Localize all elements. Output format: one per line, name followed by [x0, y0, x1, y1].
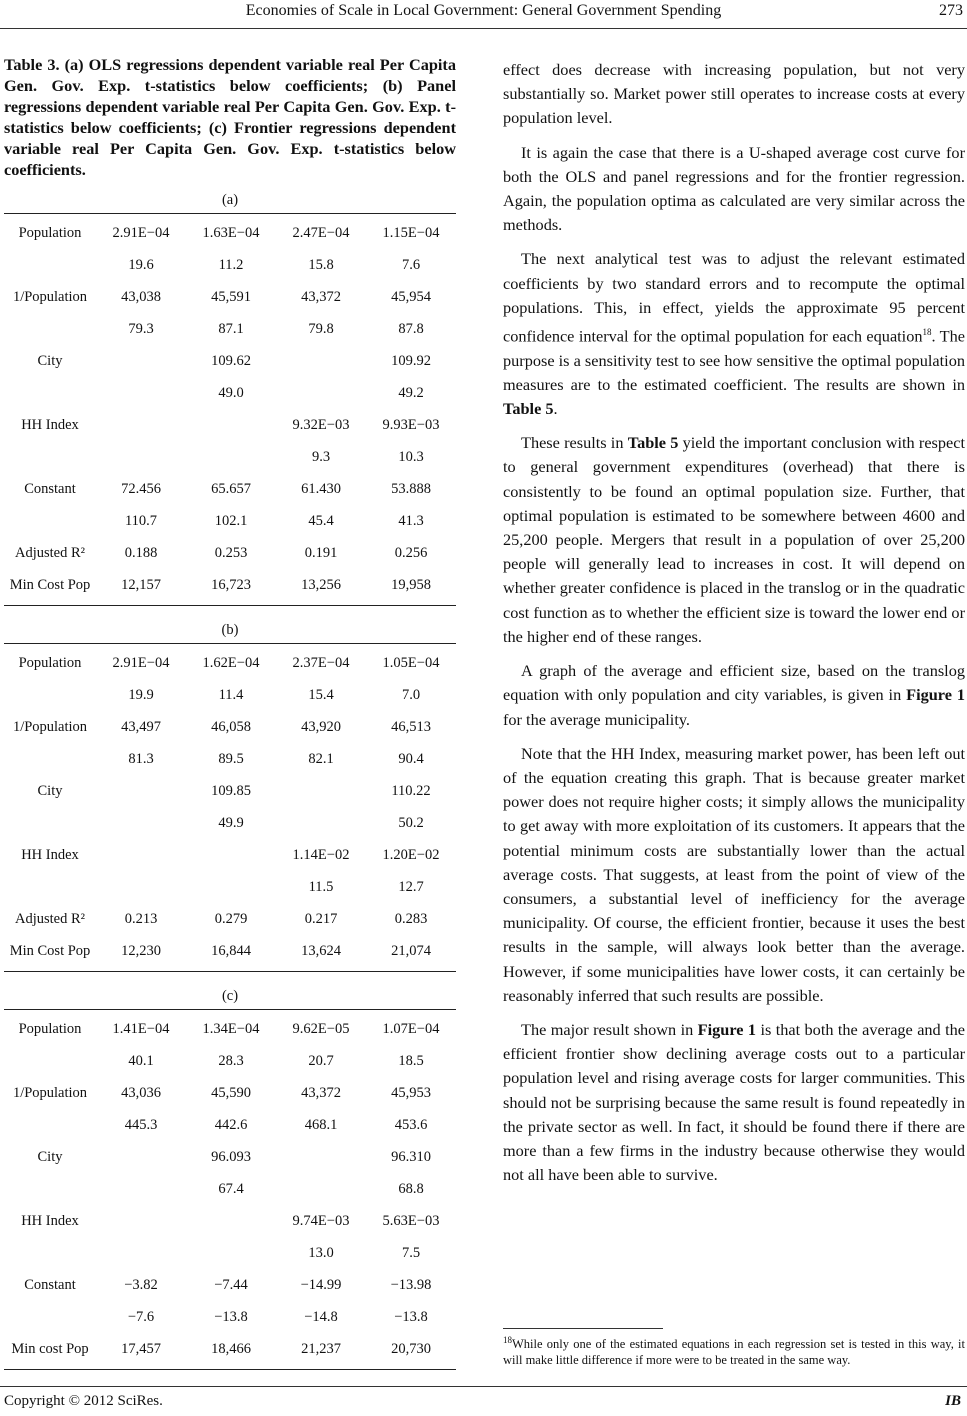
table-cell: 12,230 [121, 942, 161, 959]
table-cell: 19.9 [128, 686, 154, 703]
table-row [4, 249, 456, 281]
table-cell [276, 345, 366, 377]
table-cell: 61.430 [301, 480, 341, 497]
table-cell [276, 775, 366, 807]
row-label: Adjusted R² [14, 544, 85, 561]
text-column [503, 58, 965, 1197]
table-cell [276, 1141, 366, 1173]
table-cell: 20,730 [391, 1340, 431, 1357]
table-column [4, 54, 456, 1370]
table-cell: 11.2 [218, 256, 244, 273]
table-cell: 2.91E−04 [112, 224, 170, 241]
row-label [4, 1173, 96, 1205]
table-cell: −14.99 [300, 1276, 342, 1293]
paragraph-3 [503, 247, 965, 421]
table-row [4, 743, 456, 775]
table-cell: 110.7 [124, 512, 158, 529]
row-label [4, 249, 96, 281]
table-cell: 81.3 [128, 750, 154, 767]
row-label: HH Index [21, 846, 79, 863]
table-cell: 49.2 [398, 384, 424, 401]
table-cell: 110.22 [391, 782, 431, 799]
footnote-text: While only one of the estimated equations in each regression set is tested in this way, it will make little difference if more were to be treated in the same way. [503, 1337, 965, 1368]
p5-text-b: for the average municipality. [503, 709, 691, 729]
table-cell: 43,497 [121, 718, 161, 735]
row-label: Min Cost Pop [9, 942, 91, 959]
table-cell: 18.5 [398, 1052, 424, 1069]
table-cell: 43,036 [121, 1084, 161, 1101]
table-cell: −13.8 [214, 1308, 248, 1325]
table-cell: 41.3 [398, 512, 424, 529]
table-row [4, 377, 456, 409]
row-label: HH Index [21, 1212, 79, 1229]
table-cell: 5.63E−03 [382, 1212, 440, 1229]
table-cell: 49.0 [218, 384, 244, 401]
footnote-ref: 18 [922, 327, 932, 338]
row-label: 1/Population [12, 718, 88, 735]
table-cell: 2.47E−04 [292, 224, 350, 241]
table-row [4, 775, 456, 807]
table-cell: 45.4 [308, 512, 334, 529]
table-cell: 0.191 [304, 544, 338, 561]
table-cell: 1.05E−04 [382, 654, 440, 671]
table-cell [96, 441, 186, 473]
table-cell: 79.3 [128, 320, 154, 337]
table-cell: 10.3 [398, 448, 424, 465]
table-cell: 87.8 [398, 320, 424, 337]
table-cell [186, 1205, 276, 1237]
table-top-rule [4, 643, 456, 644]
table-row [4, 711, 456, 743]
table-cell: 1.41E−04 [112, 1020, 170, 1037]
table-cell: 11.4 [218, 686, 244, 703]
table-row [4, 647, 456, 679]
table-cell: 19,958 [391, 576, 431, 593]
table-cell: 13,624 [301, 942, 341, 959]
table-cell: 102.1 [214, 512, 248, 529]
table-row [4, 903, 456, 935]
table-row [4, 1301, 456, 1333]
row-label: Constant [24, 480, 76, 497]
row-label: 1/Population [12, 1084, 88, 1101]
table-cell: 9.74E−03 [292, 1212, 350, 1229]
table-cell: 46,058 [211, 718, 251, 735]
table-cell: 11.5 [308, 878, 334, 895]
row-label: City [37, 352, 63, 369]
table-cell: 96.310 [391, 1148, 431, 1165]
row-label [4, 1301, 96, 1333]
table-caption: Table 3. (a) OLS regressions dependent variable real Per Capita Gen. Gov. Exp. t-statistics below coefficients; (b) Panel regressions dependent variable real Per Capita Gen. Gov. Exp. t-statistics below coefficients; (c) Frontier regressions dependent variable real Per Capita Gen. Gov. Exp. t-statistics below coefficients. [4, 55, 456, 179]
footnote-rule [503, 1328, 663, 1329]
table-row [4, 1237, 456, 1269]
table-cell: 13.0 [308, 1244, 334, 1261]
table-cell: −13.98 [390, 1276, 432, 1293]
row-label [4, 1109, 96, 1141]
table-row [4, 807, 456, 839]
paragraph-2: It is again the case that there is a U-shaped average cost curve for both the OLS and panel regressions and for the frontier regression. Again, the population optima as calculated are very similar across the methods. [503, 142, 965, 235]
table-cell: 12.7 [398, 878, 424, 895]
table-cell: 0.213 [124, 910, 158, 927]
table-cell: 109.85 [211, 782, 251, 799]
table-cell: 2.37E−04 [292, 654, 350, 671]
table-cell [276, 377, 366, 409]
table-row [4, 537, 456, 569]
table-row [4, 281, 456, 313]
table-cell: 0.217 [304, 910, 338, 927]
figure-1-ref-2: Figure 1 [697, 1019, 757, 1039]
table-cell: 49.9 [218, 814, 244, 831]
table-top-rule [4, 1009, 456, 1010]
p7-text-a: The major result shown in [521, 1019, 698, 1039]
table-cell: 468.1 [304, 1116, 338, 1133]
table-cell [96, 1205, 186, 1237]
table-cell: −13.8 [394, 1308, 428, 1325]
table-cell: 0.188 [124, 544, 158, 561]
table-row [4, 1109, 456, 1141]
table-cell: 2.91E−04 [112, 654, 170, 671]
regression-tables [4, 190, 456, 1370]
footnote [503, 1332, 965, 1368]
table-cell [186, 871, 276, 903]
table-cell: 109.92 [391, 352, 431, 369]
table-cell: 19.6 [128, 256, 154, 273]
table-row [4, 935, 456, 967]
table-top-rule [4, 213, 456, 214]
table-cell: −14.8 [304, 1308, 338, 1325]
table-cell: 65.657 [211, 480, 251, 497]
table-cell: 43,372 [301, 288, 341, 305]
table-row [4, 679, 456, 711]
table-cell: 7.5 [401, 1244, 421, 1261]
row-label [4, 313, 96, 345]
row-label [4, 1237, 96, 1269]
table-cell: 12,157 [121, 576, 161, 593]
table-row [4, 1013, 456, 1045]
table-cell: 1.15E−04 [382, 224, 440, 241]
page-number: 273 [939, 2, 963, 19]
table-row [4, 1205, 456, 1237]
table-cell [96, 839, 186, 871]
subtable-3 [4, 986, 456, 1370]
table-cell: 15.4 [308, 686, 334, 703]
table-cell: 82.1 [308, 750, 334, 767]
table-cell [186, 409, 276, 441]
paragraph-7 [503, 1018, 965, 1187]
table-cell: 445.3 [124, 1116, 158, 1133]
table-cell: 21,074 [391, 942, 431, 959]
table-row [4, 1045, 456, 1077]
table-cell: 442.6 [214, 1116, 248, 1133]
row-label: Min cost Pop [11, 1340, 89, 1357]
subtable-label: (b) [221, 622, 239, 638]
table-cell: 68.8 [398, 1180, 424, 1197]
footer-rule [0, 1386, 967, 1387]
table-cell: 87.1 [218, 320, 244, 337]
p3-text-a: The next analytical test was to adjust the relevant estimated coefficients by two standard errors and to recompute the optimal populations. This, in effect, yields the approximate 95 percent confidence interval for the optimal population for each equation [503, 249, 965, 346]
p7-text-b: is that both the average and the efficient frontier show declining average costs out to a particular population level and rising average costs for larger communities. This should not be surprising because the same result is found repeatedly in the private sector as well. In fact, it should be found there if there are more than a few firms in the industry because otherwise they would not all have been able to survive. [503, 1019, 965, 1185]
table-cell: 28.3 [218, 1052, 244, 1069]
table-5-ref: Table 5 [503, 399, 554, 419]
regression-table [4, 647, 456, 967]
table-row [4, 1173, 456, 1205]
regression-table [4, 1013, 456, 1365]
table-cell: 18,466 [211, 1340, 251, 1357]
table-cell: 1.14E−02 [292, 846, 350, 863]
row-label [4, 807, 96, 839]
table-row [4, 1269, 456, 1301]
table-row [4, 473, 456, 505]
table-row [4, 1141, 456, 1173]
table-row [4, 569, 456, 601]
subtable-2 [4, 620, 456, 972]
table-cell: 90.4 [398, 750, 424, 767]
p3-text-b: . The purpose is a sensitivity test to see how sensitive the optimal population measures are to the estimated coefficient. The results are shown in [503, 326, 965, 394]
table-cell: 45,954 [391, 288, 431, 305]
table-row [4, 1333, 456, 1365]
table-cell [186, 1237, 276, 1269]
table-cell [96, 775, 186, 807]
table-cell: 43,920 [301, 718, 341, 735]
table-cell: 96.093 [211, 1148, 251, 1165]
table-cell: −7.44 [214, 1276, 248, 1293]
row-label [4, 1045, 96, 1077]
table-cell: 16,723 [211, 576, 251, 593]
table-row [4, 217, 456, 249]
table-row [4, 313, 456, 345]
table-cell: 13,256 [301, 576, 341, 593]
table-cell: 9.32E−03 [292, 416, 350, 433]
journal-abbrev: IB [945, 1393, 961, 1409]
table-bottom-rule [4, 1369, 456, 1370]
running-title: Economies of Scale in Local Government: General Government Spending [245, 2, 722, 19]
table-cell: 46,513 [391, 718, 431, 735]
row-label: City [37, 1148, 63, 1165]
row-label [4, 377, 96, 409]
table-row [4, 1077, 456, 1109]
row-label: HH Index [21, 416, 79, 433]
table-cell: 7.6 [401, 256, 421, 273]
row-label: Population [18, 1020, 82, 1037]
paragraph-5 [503, 659, 965, 732]
table-cell: 0.253 [214, 544, 248, 561]
table-5-ref-2: Table 5 [627, 433, 679, 453]
page-header [0, 2, 967, 26]
row-label: Population [18, 654, 82, 671]
row-label: Adjusted R² [14, 910, 85, 927]
table-cell: 43,372 [301, 1084, 341, 1101]
table-cell: 1.63E−04 [202, 224, 260, 241]
table-bottom-rule [4, 605, 456, 606]
table-cell: 109.62 [211, 352, 251, 369]
table-cell [96, 871, 186, 903]
table-cell [96, 1237, 186, 1269]
table-row [4, 505, 456, 537]
p4-text-a: These results in [521, 433, 628, 453]
table-cell: 89.5 [218, 750, 244, 767]
table-cell: 0.279 [214, 910, 248, 927]
table-cell [96, 807, 186, 839]
table-row [4, 441, 456, 473]
table-cell: 20.7 [308, 1052, 334, 1069]
table-cell: 1.62E−04 [202, 654, 260, 671]
footnote-mark: 18 [503, 1335, 512, 1345]
table-cell: 0.283 [394, 910, 428, 927]
table-cell [96, 345, 186, 377]
table-cell: 53.888 [391, 480, 431, 497]
table-cell: 16,844 [211, 942, 251, 959]
table-cell: 9.93E−03 [382, 416, 440, 433]
subtable-label: (c) [221, 988, 239, 1004]
table-cell: 45,591 [211, 288, 251, 305]
subtable-label: (a) [221, 192, 239, 208]
table-cell: 0.256 [394, 544, 428, 561]
table-cell: 1.34E−04 [202, 1020, 260, 1037]
table-cell: 21,237 [301, 1340, 341, 1357]
p5-text-a: A graph of the average and efficient size, based on the translog equation with only population and city variables, is given in [503, 661, 965, 705]
row-label: City [37, 782, 63, 799]
regression-table [4, 217, 456, 601]
table-cell [186, 441, 276, 473]
table-cell: 72.456 [121, 480, 161, 497]
copyright: Copyright © 2012 SciRes. [4, 1393, 163, 1409]
table-cell: 7.0 [401, 686, 421, 703]
row-label: Population [18, 224, 82, 241]
row-label [4, 871, 96, 903]
row-label [4, 679, 96, 711]
table-cell: 43,038 [121, 288, 161, 305]
table-cell [96, 377, 186, 409]
table-cell: 1.07E−04 [382, 1020, 440, 1037]
row-label: 1/Population [12, 288, 88, 305]
table-cell [96, 1173, 186, 1205]
table-cell [96, 1141, 186, 1173]
paragraph-6: Note that the HH Index, measuring market power, has been left out of the equation creating this graph. That is because greater market power does not require higher costs; it simply allows the municipality to get away with more exploitation of its customers. It appears that the potential minimum costs are substantially lower than the actual average costs. That suggests, at least from the point of view of the consumers, a substantial level of inefficiency for the average municipality. Of course, the efficient frontier, because it uses the best results in the sample, will always look better than the average. However, if some municipalities have lower costs, it can certainly be reasonably inferred that such results are possible. [503, 743, 965, 1005]
table-row [4, 871, 456, 903]
table-cell [186, 839, 276, 871]
table-cell [276, 807, 366, 839]
table-row [4, 839, 456, 871]
table-bottom-rule [4, 971, 456, 972]
table-row [4, 409, 456, 441]
paragraph-1: effect does decrease with increasing population, but not very substantially so. Market power still operates to increase costs at every population level. [503, 60, 965, 128]
table-cell [276, 1173, 366, 1205]
row-label [4, 441, 96, 473]
table-cell: −3.82 [124, 1276, 158, 1293]
table-cell: 45,953 [391, 1084, 431, 1101]
row-label: Min Cost Pop [9, 576, 91, 593]
table-cell: 79.8 [308, 320, 334, 337]
table-cell: 50.2 [398, 814, 424, 831]
table-cell: 453.6 [394, 1116, 428, 1133]
subtable-1 [4, 190, 456, 606]
row-label [4, 743, 96, 775]
table-cell: 17,457 [121, 1340, 161, 1357]
header-rule [0, 28, 967, 29]
p4-text-b: yield the important conclusion with respect to general government expenditures (overhead) that there is consistently to be found an optimal population size. Further, that optimal population is estimated to be somewhere between 4600 and 25,200 people. Mergers that result in a population of over 25,200 people will generally lead to increases in cost. It will depend on whether greater confidence is placed in the translog or in the quadratic cost function as to whether the efficient size is toward the lower end or the higher end of these ranges. [503, 433, 965, 646]
figure-1-ref: Figure 1 [906, 685, 965, 705]
table-row [4, 345, 456, 377]
paragraph-4 [503, 431, 965, 649]
table-cell: 9.3 [311, 448, 331, 465]
table-cell: 67.4 [218, 1180, 244, 1197]
row-label: Constant [24, 1276, 76, 1293]
table-cell: 9.62E−05 [292, 1020, 350, 1037]
table-cell: 45,590 [211, 1084, 251, 1101]
table-cell: 15.8 [308, 256, 334, 273]
p3-text-c: . [553, 399, 558, 419]
table-cell: −7.6 [127, 1308, 155, 1325]
table-cell: 1.20E−02 [382, 846, 440, 863]
table-cell: 40.1 [128, 1052, 154, 1069]
table-cell [96, 409, 186, 441]
row-label [4, 505, 96, 537]
